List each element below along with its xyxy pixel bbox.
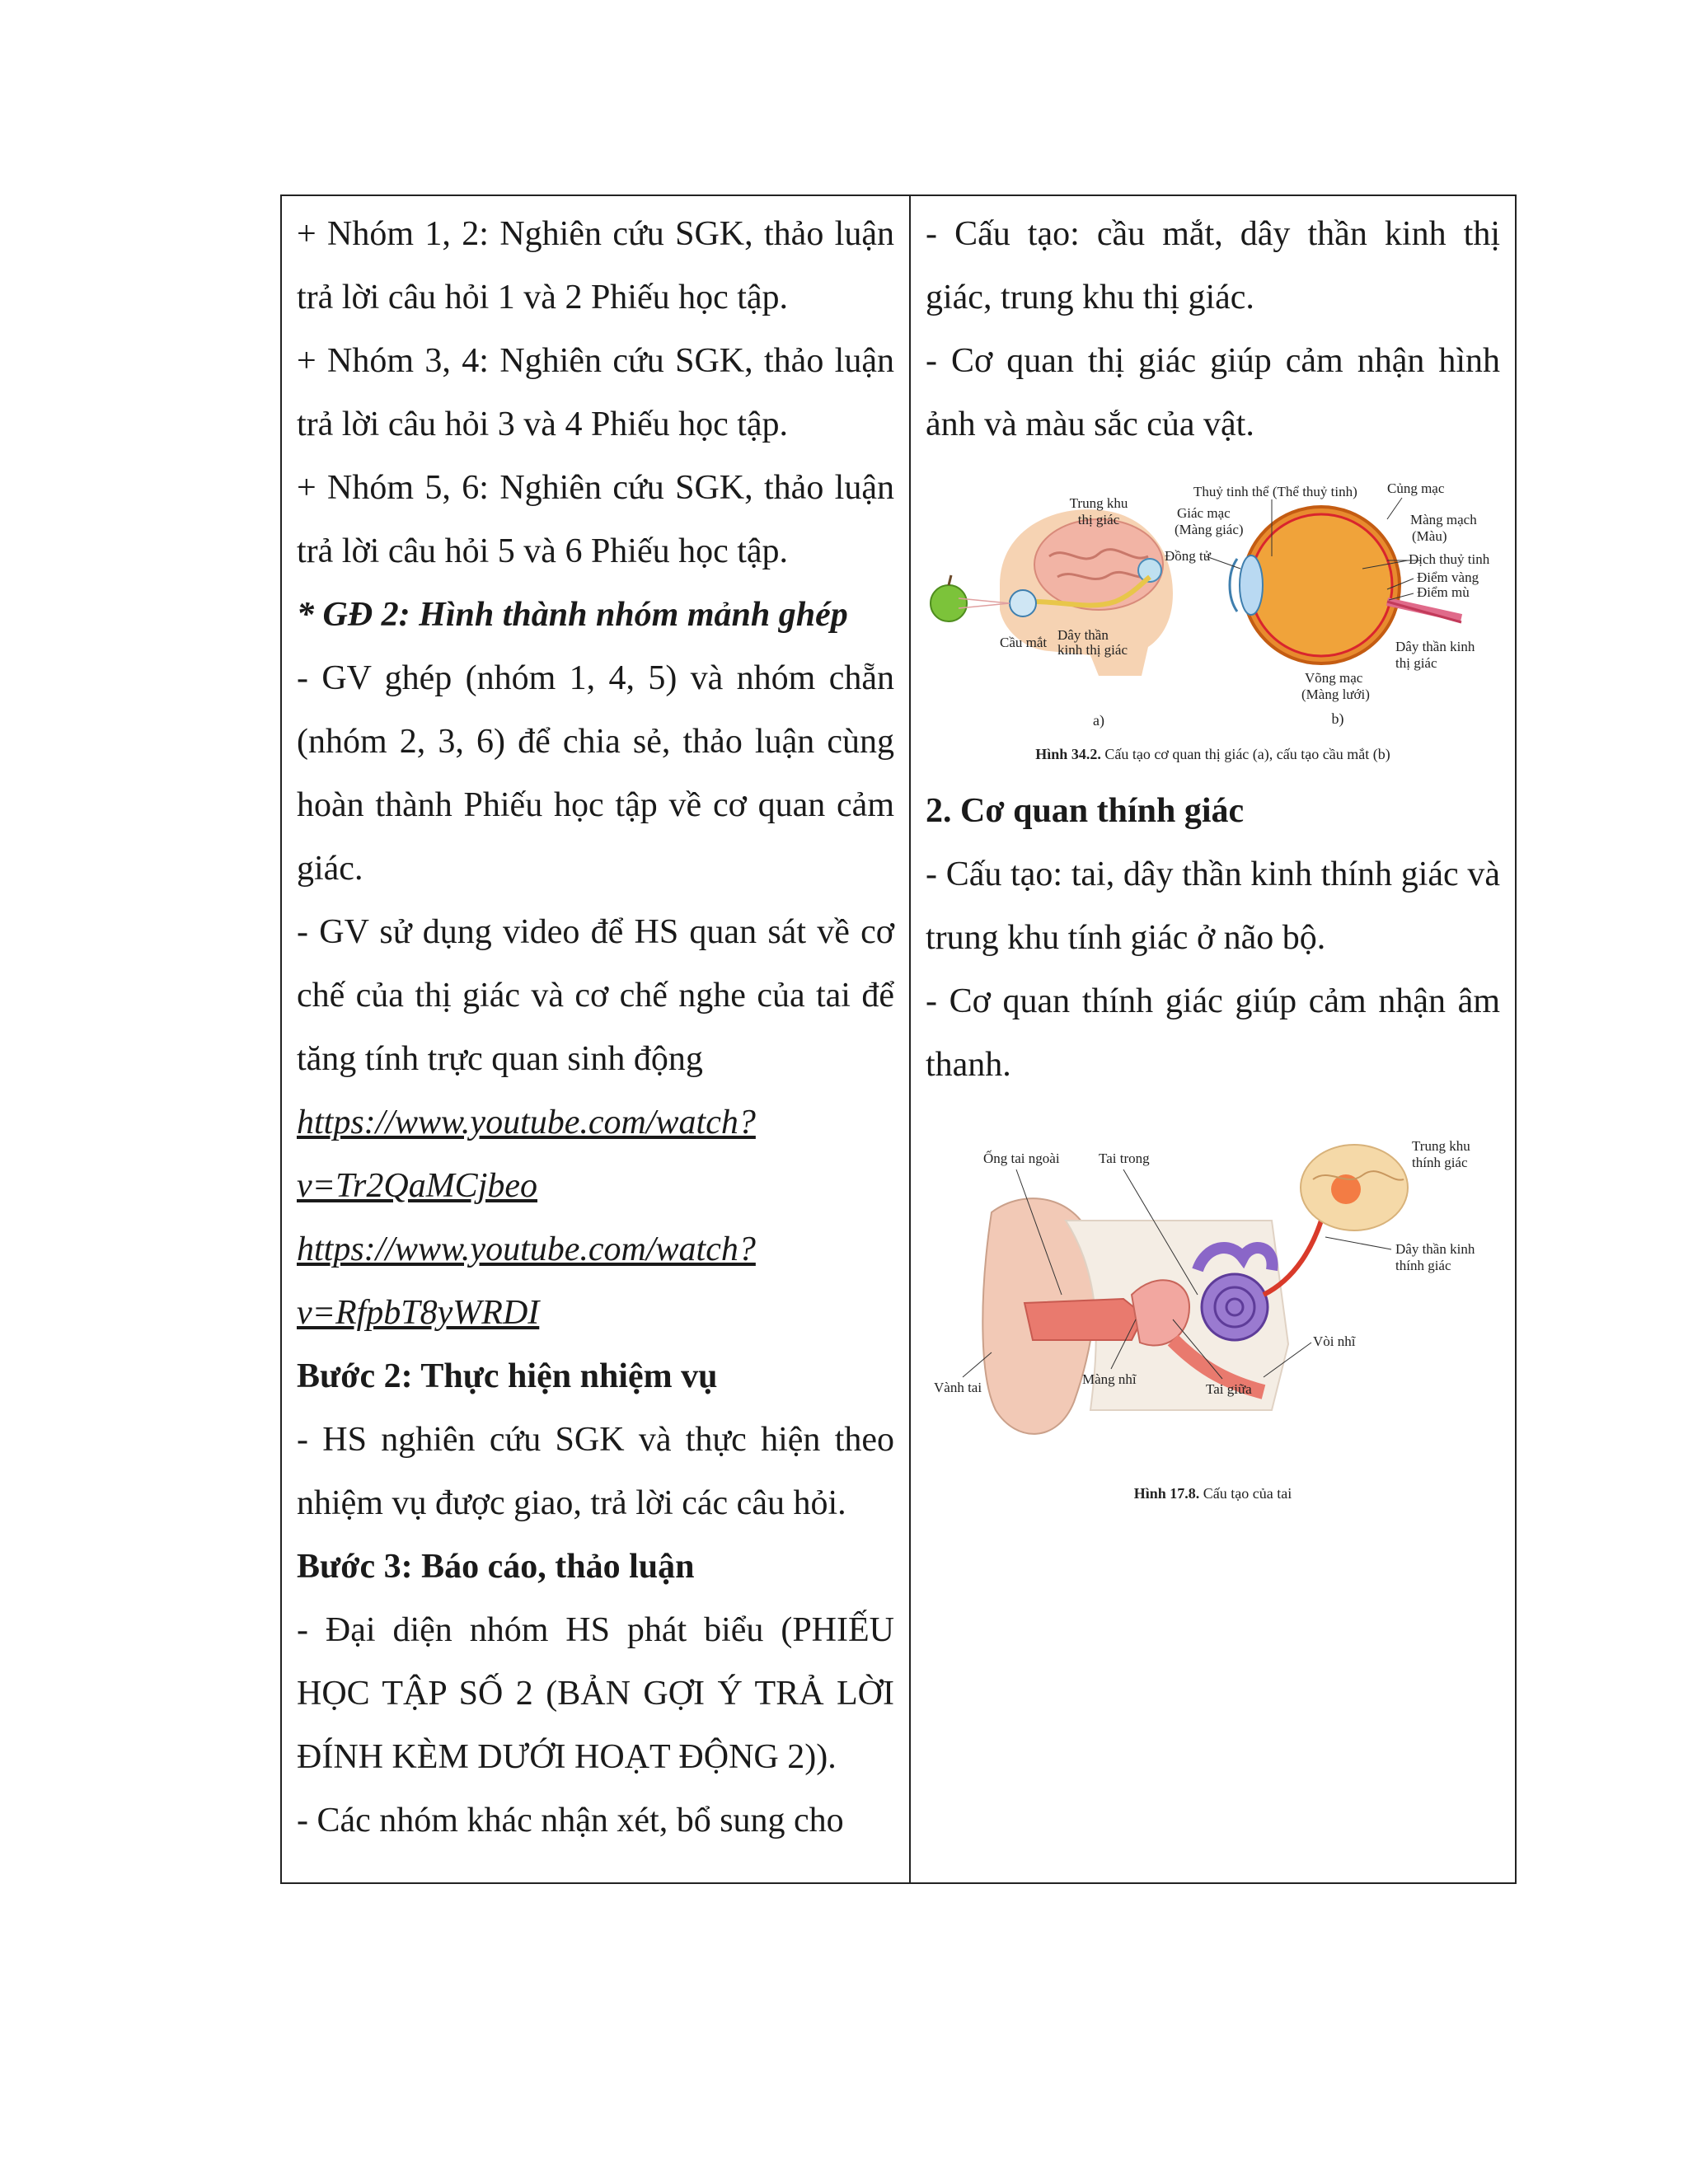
hearing-organ-heading: 2. Cơ quan thính giác — [926, 792, 1245, 830]
label-thinh-giac-2: thính giác — [1395, 1258, 1451, 1273]
label-thinh-giac: thính giác — [1412, 1155, 1468, 1170]
label-tai-trong: Tai trong — [1099, 1151, 1150, 1166]
hearing-organ-structure: - Cấu tạo: tai, dây thần kinh thính giác và trung khu tính giác ở não bộ. — [926, 855, 1500, 957]
teacher-video-instruction: - GV sử dụng video để HS quan sát về cơ chế của thị giác và cơ chế nghe của tai để tăng tính trực quan sinh động — [297, 913, 894, 1078]
label-mang-mach: Màng mạch — [1410, 512, 1477, 527]
label-vanh-tai: Vành tai — [934, 1380, 982, 1395]
video-link-1[interactable] — [297, 1091, 894, 1218]
eye-caption-number: Hình 34.2. — [1035, 746, 1101, 762]
video-link-2-line-2[interactable]: v=RfpbT8yWRDI — [297, 1294, 540, 1332]
label-day-than-kinh: Dây thần kinh — [1395, 639, 1475, 654]
label-thuy-tinh-the: Thuỷ tinh thể (Thể thuỷ tinh) — [1193, 484, 1357, 499]
label-ong-tai-ngoai: Ống tai ngoài — [983, 1151, 1060, 1166]
ear-canal-shape — [1025, 1299, 1144, 1340]
label-mang-luoi: (Màng lưới) — [1301, 687, 1370, 702]
group-5-6-instruction: + Nhóm 5, 6: Nghiên cứu SGK, thảo luận trả lời câu hỏi 5 và 6 Phiếu học tập. — [297, 469, 894, 570]
ear-caption-number: Hình 17.8. — [1133, 1485, 1200, 1502]
label-diem-mu: Điểm mù — [1417, 584, 1470, 600]
label-voi-nhi: Vòi nhĩ — [1313, 1333, 1356, 1349]
ear-diagram — [926, 1130, 1503, 1476]
ear-figure — [926, 1130, 1500, 1502]
eye-figure — [926, 478, 1500, 763]
eye-figure-caption — [926, 746, 1500, 763]
label-mau: (Màu) — [1412, 528, 1447, 544]
label-mang-nhi: Màng nhĩ — [1082, 1371, 1137, 1387]
teacher-grouping-instruction: - GV ghép (nhóm 1, 4, 5) và nhóm chẵn (nhóm 2, 3, 6) để chia sẻ, thảo luận cùng hoàn thành Phiếu học tập về cơ quan cảm giác. — [297, 659, 894, 888]
label-mang-giac: (Màng giác) — [1175, 522, 1244, 537]
video-link-1-line-2[interactable]: v=Tr2QaMCjbeo — [297, 1167, 538, 1205]
sub-label-a: a) — [1093, 712, 1104, 729]
visual-organ-function: - Cơ quan thị giác giúp cảm nhận hình ảnh và màu sắc của vật. — [926, 342, 1500, 443]
student-task-text: - HS nghiên cứu SGK và thực hiện theo nhiệm vụ được giao, trả lời các câu hỏi. — [297, 1421, 894, 1522]
ear-figure-caption — [926, 1485, 1500, 1502]
phase-2-heading: * GĐ 2: Hình thành nhóm mảnh ghép — [297, 596, 848, 634]
label-thi-giac-2: thị giác — [1395, 655, 1437, 671]
label-trung-khu-thinh-giac: Trung khu — [1412, 1138, 1470, 1154]
other-groups-comment-text: - Các nhóm khác nhận xét, bổ sung cho — [297, 1802, 844, 1840]
sub-label-b: b) — [1331, 710, 1344, 727]
eye-diagram — [926, 478, 1503, 742]
ear-caption-text: Cấu tạo của tai — [1199, 1485, 1292, 1502]
label-day-than-kinh-thinh-giac: Dây thần kinh — [1395, 1241, 1475, 1257]
label-dich-thuy-tinh: Dịch thuỷ tinh — [1409, 551, 1490, 567]
label-cau-mat: Cầu mắt — [1000, 635, 1048, 650]
lens-shape — [1240, 555, 1263, 615]
apple-shape — [931, 585, 967, 621]
step-2-heading: Bước 2: Thực hiện nhiệm vụ — [297, 1357, 718, 1395]
video-link-2-line-1[interactable]: https://www.youtube.com/watch? — [297, 1230, 756, 1268]
label-dong-tu: Đồng tử — [1165, 548, 1211, 564]
group-report-text: - Đại diện nhóm HS phát biểu (PHIẾU HỌC TẬP SỐ 2 (BẢN GỢI Ý TRẢ LỜI ĐÍNH KÈM DƯỚI HOẠT ĐỘNG 2)). — [297, 1611, 894, 1776]
small-eye-shape — [1010, 590, 1036, 616]
label-kinh-thi-giac: kinh thị giác — [1057, 642, 1128, 658]
label-cung-mac: Củng mạc — [1387, 480, 1445, 496]
label-tai-giua: Tai giữa — [1206, 1381, 1252, 1397]
right-column — [911, 196, 1515, 1882]
group-1-2-instruction: + Nhóm 1, 2: Nghiên cứu SGK, thảo luận trả lời câu hỏi 1 và 2 Phiếu học tập. — [297, 215, 894, 316]
label-thi-giac: thị giác — [1077, 512, 1120, 527]
label-day-than: Dây thần — [1057, 627, 1109, 643]
content-table — [280, 194, 1517, 1884]
label-trung-khu: Trung khu — [1069, 495, 1128, 511]
label-vong-mac: Võng mạc — [1305, 670, 1363, 686]
hearing-organ-function: - Cơ quan thính giác giúp cảm nhận âm thanh. — [926, 982, 1500, 1084]
cochlea-shape — [1202, 1274, 1268, 1340]
visual-organ-structure: - Cấu tạo: cầu mắt, dây thần kinh thị giác, trung khu thị giác. — [926, 215, 1500, 316]
left-column — [282, 196, 911, 1882]
video-link-1-line-1[interactable]: https://www.youtube.com/watch? — [297, 1104, 756, 1141]
step-3-heading: Bước 3: Báo cáo, thảo luận — [297, 1548, 695, 1586]
group-3-4-instruction: + Nhóm 3, 4: Nghiên cứu SGK, thảo luận trả lời câu hỏi 3 và 4 Phiếu học tập. — [297, 342, 894, 443]
video-link-2[interactable] — [297, 1218, 894, 1345]
eye-caption-text: Cấu tạo cơ quan thị giác (a), cấu tạo cầu mắt (b) — [1100, 746, 1390, 762]
label-diem-vang: Điểm vàng — [1417, 569, 1479, 585]
label-giac-mac: Giác mạc — [1177, 505, 1231, 521]
